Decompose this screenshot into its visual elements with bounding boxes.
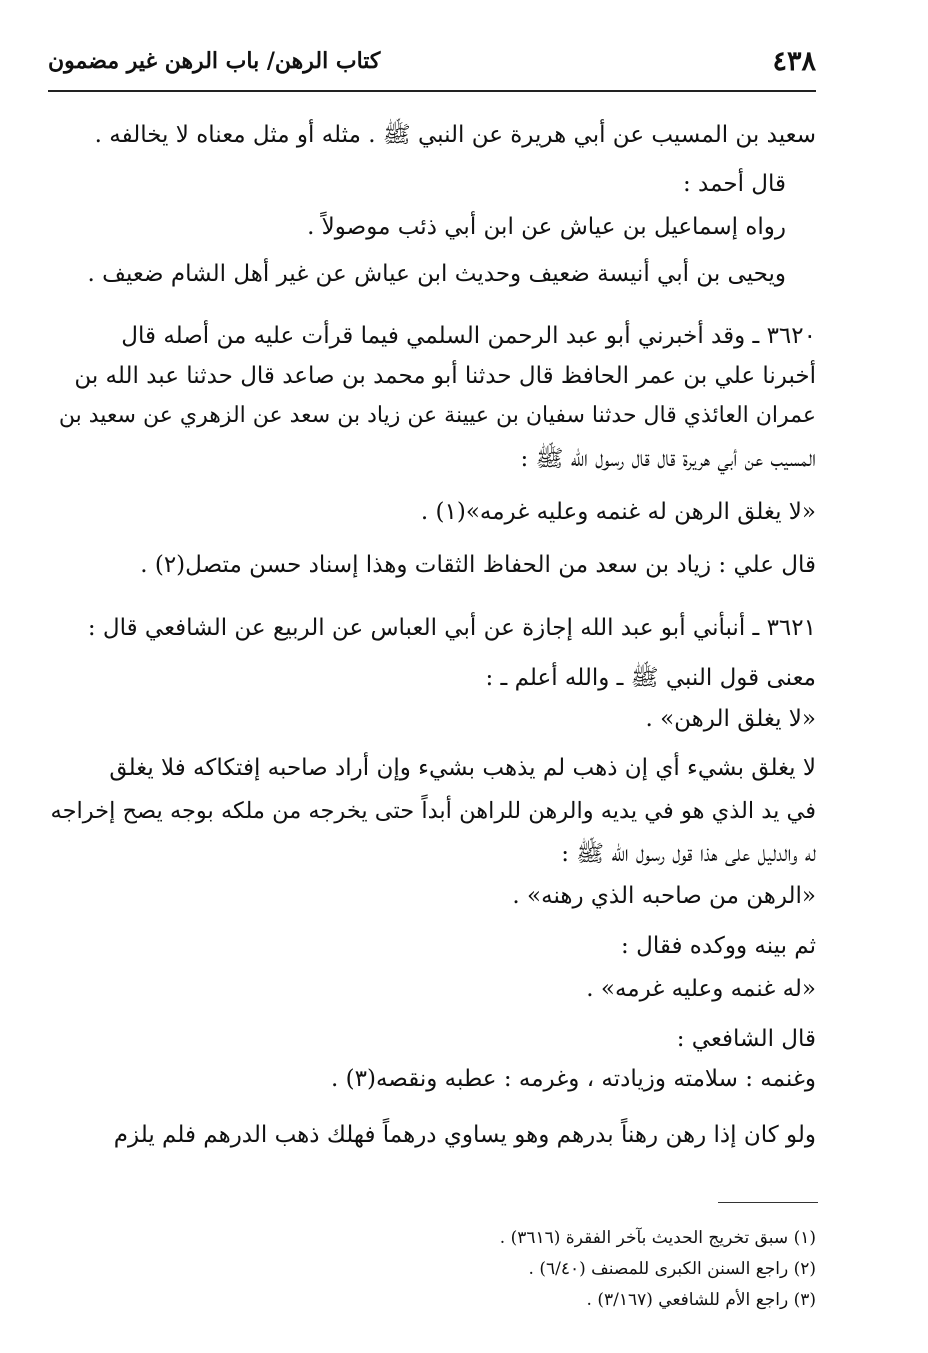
text-line: ولو كان إذا رهن رهناً بدرهم وهو يساوي درهماً فهلك ذهب الدرهم فلم يلزم: [113, 1122, 816, 1148]
page-header: [48, 40, 816, 92]
text-line: رواه إسماعيل بن عياش عن ابن أبي ذئب موصولاً .: [307, 214, 786, 240]
hadith-3621-line: ٣٦٢١ ـ أنبأني أبو عبد الله إجازة عن أبي العباس عن الربيع عن الشافعي قال :: [87, 615, 816, 641]
page-number: ٤٣٨: [772, 46, 816, 77]
text-line: له والدليل على هذا قول رسول الله ﷺ :: [561, 841, 816, 867]
text-line: «لا يغلق الرهن له غنمه وعليه غرمه»(١) .: [420, 499, 816, 525]
text-line: ويحيى بن أبي أنيسة ضعيف وحديث ابن عياش عن غير أهل الشام ضعيف .: [87, 261, 786, 287]
footnote-1: (١) سبق تخريج الحديث بآخر الفقرة (٣٦١٦) .: [499, 1228, 816, 1248]
text-line: لا يغلق بشيء أي إن ذهب لم يذهب بشيء وإن أراد صاحبه إفتكاكه فلا يغلق: [109, 755, 816, 781]
text-line: «له غنمه وعليه غرمه» .: [586, 976, 816, 1002]
text-line: «لا يغلق الرهن» .: [645, 706, 816, 732]
text-line: «الرهن من صاحبه الذي رهنه» .: [512, 883, 816, 909]
footnote-separator: [718, 1202, 818, 1203]
footnote-3: (٣) راجع الأم للشافعي (٣/١٦٧) .: [586, 1290, 816, 1310]
text-line: ثم بينه ووكده فقال :: [621, 933, 816, 959]
text-line: أخبرنا علي بن عمر الحافظ قال حدثنا أبو محمد بن صاعد قال حدثنا عبد الله بن: [74, 363, 816, 389]
text-line: سعيد بن المسيب عن أبي هريرة عن النبي ﷺ . مثله أو مثل معناه لا يخالفه .: [94, 122, 816, 148]
text-line: قال أحمد :: [682, 171, 786, 197]
text-line: عمران العائذي قال حدثنا سفيان بن عيينة عن زياد بن سعد عن الزهري عن سعيد بن: [58, 403, 816, 428]
footnote-2: (٢) راجع السنن الكبرى للمصنف (٦/٤٠) .: [528, 1259, 816, 1279]
text-line: قال علي : زياد بن سعد من الحفاظ الثقات وهذا إسناد حسن متصل(٢) .: [140, 552, 816, 578]
text-line: المسيب عن أبي هريرة قال قال رسول الله ﷺ :: [520, 446, 816, 472]
text-line: معنى قول النبي ﷺ ـ والله أعلم ـ :: [485, 665, 816, 691]
text-line: قال الشافعي :: [676, 1026, 816, 1052]
hadith-3620-line: ٣٦٢٠ ـ وقد أخبرني أبو عبد الرحمن السلمي فيما قرأت عليه من أصله قال: [121, 323, 816, 349]
running-title: كتاب الرهن/ باب الرهن غير مضمون: [48, 48, 381, 74]
text-line: وغنمه : سلامته وزيادته ، وغرمه : عطبه ونقصه(٣) .: [331, 1066, 816, 1092]
text-line: في يد الذي هو في يديه والرهن للراهن أبداً حتى يخرجه من ملكه بوجه يصح إخراجه: [50, 798, 816, 824]
